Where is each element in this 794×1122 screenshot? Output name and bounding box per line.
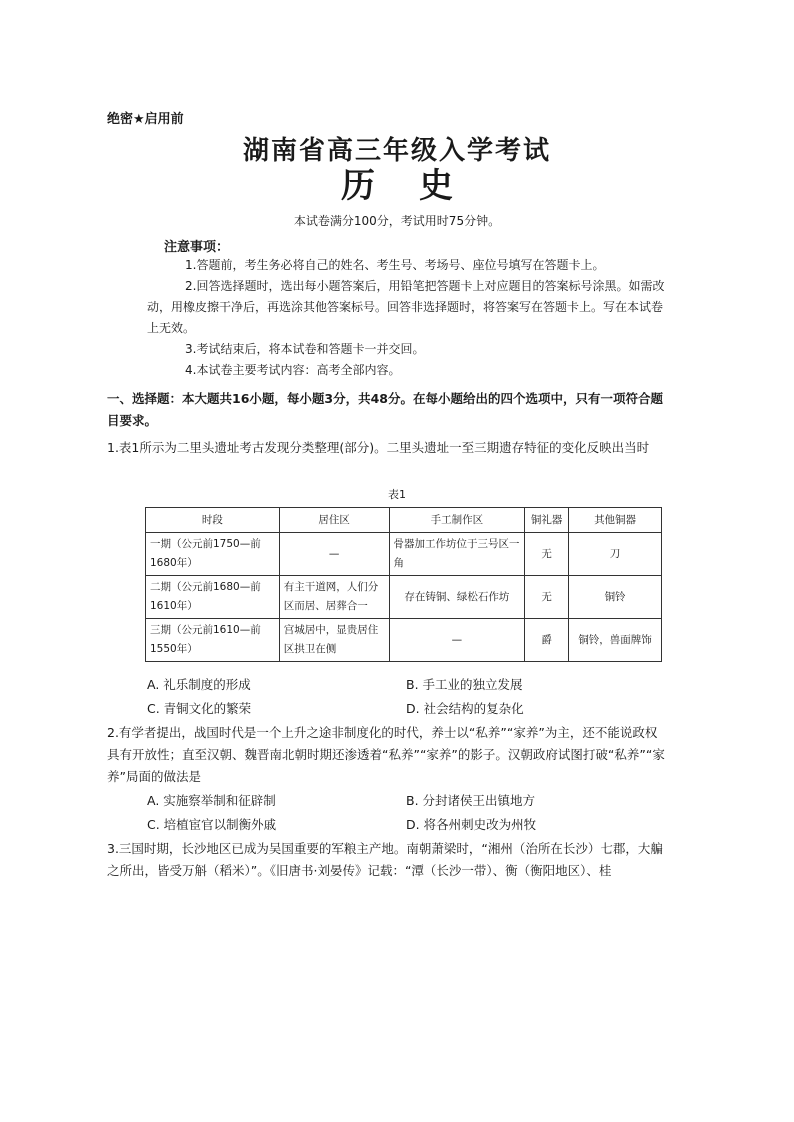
table-header: 时段 — [146, 508, 280, 533]
exam-title: 湖南省高三年级入学考试 — [242, 136, 551, 166]
notice-item: 2.回答选择题时，选出每小题答案后，用铅笔把答题卡上对应题目的答案标号涂黑。如需改动，用橡皮擦干净后，再选涂其他答案标号。回答非选择题时，将答案写在答题卡上。写在本试卷上无效。 — [147, 279, 665, 335]
table-cell: 二期（公元前1680—前1610年） — [146, 576, 280, 619]
question-stem-text: 1.表1所示为二里头遗址考古发现分类整理(部分)。二里头遗址一至三期遗存特征的变化反映出当时 — [107, 440, 650, 455]
option-a: A. 礼乐制度的形成 — [147, 677, 251, 692]
notice-list — [147, 255, 667, 381]
table-cell: 无 — [525, 533, 569, 576]
table-header: 居住区 — [279, 508, 389, 533]
table-cell: 刀 — [569, 533, 662, 576]
table-header: 手工制作区 — [389, 508, 525, 533]
table-header: 铜礼器 — [525, 508, 569, 533]
question-2-stem — [107, 722, 667, 788]
table-cell: 存在铸铜、绿松石作坊 — [389, 576, 525, 619]
question-3-stem — [107, 838, 667, 882]
option-b: B. 手工业的独立发展 — [406, 677, 523, 692]
table-header: 其他铜器 — [569, 508, 662, 533]
table-cell: 铜铃 — [569, 576, 662, 619]
table-row — [146, 619, 662, 662]
table-cell: — — [389, 619, 525, 662]
notice-item: 3.考试结束后，将本试卷和答题卡一并交回。 — [185, 342, 425, 356]
table-cell: 爵 — [525, 619, 569, 662]
question-stem-text: 3.三国时期，长沙地区已成为吴国重要的军粮主产地。南朝萧梁时，“湘州（治所在长沙）七郡，大艑之所出，皆受万斛（稻米）”。《旧唐书·刘晏传》记载：“潭（长沙一带）、衡（衡阳地区）、桂 — [107, 841, 663, 878]
question-1-stem — [107, 437, 667, 459]
table-cell: 无 — [525, 576, 569, 619]
table-row — [146, 533, 662, 576]
option-d: D. 社会结构的复杂化 — [406, 701, 524, 716]
table-cell: 骨器加工作坊位于三号区一角 — [389, 533, 525, 576]
question-stem-text: 2.有学者提出，战国时代是一个上升之途非制度化的时代，养士以“私养”“家养”为主，还不能说政权具有开放性；直至汉朝、魏晋南北朝时期还渗透着“私养”“家养”的影子。汉朝政府试图打破“私养”“家养”局面的做法是 — [107, 725, 665, 784]
table-cell: 宫城居中，显贵居住区拱卫在侧 — [279, 619, 389, 662]
exam-info: 本试卷满分100分，考试用时75分钟。 — [293, 214, 501, 228]
option-c: C. 培植宦官以制衡外戚 — [147, 817, 277, 832]
table-caption: 表1 — [388, 488, 406, 501]
table-cell: 铜铃，兽面牌饰 — [569, 619, 662, 662]
table-cell: 一期（公元前1750—前1680年） — [146, 533, 280, 576]
option-d: D. 将各州刺史改为州牧 — [406, 817, 537, 832]
subject-title: 历史 — [341, 166, 497, 206]
notice-title: 注意事项： — [164, 240, 230, 255]
table-header-row — [146, 508, 662, 533]
notice-item: 1.答题前，考生务必将自己的姓名、考生号、考场号、座位号填写在答题卡上。 — [185, 258, 605, 272]
notice-item: 4.本试卷主要考试内容：高考全部内容。 — [185, 363, 401, 377]
section-heading: 一、选择题：本大题共16小题，每小题3分，共48分。在每小题给出的四个选项中，只有一项符合题目要求。 — [107, 391, 663, 428]
option-c: C. 青铜文化的繁荣 — [147, 701, 252, 716]
table-cell: — — [279, 533, 389, 576]
data-table — [145, 507, 662, 662]
table-cell: 有主干道网，人们分区而居、居葬合一 — [279, 576, 389, 619]
option-b: B. 分封诸侯王出镇地方 — [406, 793, 536, 808]
confidential-label: 绝密★启用前 — [107, 112, 184, 127]
table-cell: 三期（公元前1610—前1550年） — [146, 619, 280, 662]
option-a: A. 实施察举制和征辟制 — [147, 793, 276, 808]
table-row — [146, 576, 662, 619]
